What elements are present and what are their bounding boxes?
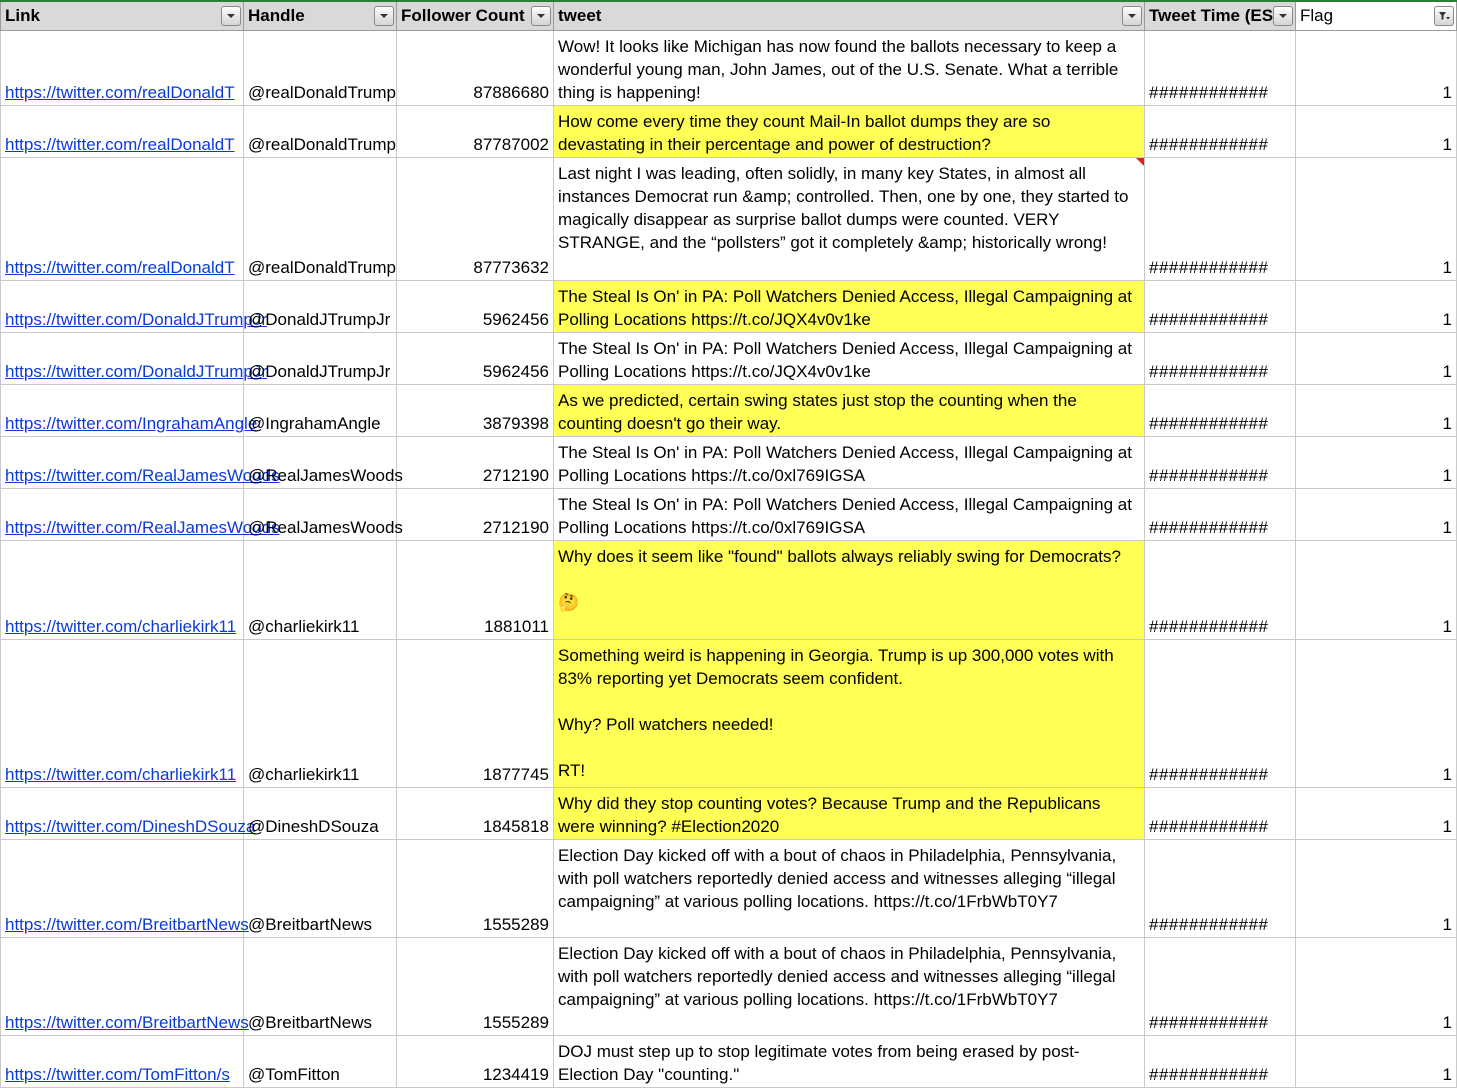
handle-cell[interactable]: @RealJamesWoods [244, 489, 397, 541]
column-header-tweet-time[interactable] [1145, 1, 1296, 31]
tweet-time-cell[interactable]: ############ [1145, 158, 1296, 281]
funnel-icon [1438, 10, 1450, 22]
handle-cell[interactable]: @DonaldJTrumpJr [244, 333, 397, 385]
chevron-down-icon [535, 10, 547, 22]
handle-cell[interactable]: @realDonaldTrump [244, 158, 397, 281]
link-cell[interactable] [1, 31, 244, 106]
flag-cell[interactable]: 1 [1296, 437, 1457, 489]
comment-indicator-icon[interactable] [1136, 158, 1144, 166]
link-cell[interactable] [1, 385, 258, 437]
link-cell[interactable] [1, 788, 256, 840]
table-row [1, 106, 1457, 158]
column-header-tweet[interactable] [554, 1, 1145, 31]
flag-cell[interactable]: 1 [1296, 31, 1457, 106]
table-row [1, 788, 1457, 840]
tweet-time-cell[interactable]: ############ [1145, 333, 1296, 385]
tweet-link[interactable]: https://twitter.com/realDonaldT [5, 135, 235, 154]
tweet-cell[interactable]: Why does it seem like "found" ballots always reliably swing for Democrats? 🤔 [554, 541, 1145, 640]
follower-count-cell[interactable]: 87773632 [397, 158, 554, 281]
follower-count-cell[interactable]: 1555289 [397, 840, 554, 938]
tweet-cell[interactable]: As we predicted, certain swing states just stop the counting when the counting doesn't go their way. [554, 385, 1145, 437]
table-row [1, 385, 1457, 437]
link-cell[interactable] [1, 333, 268, 385]
flag-cell[interactable]: 1 [1296, 489, 1457, 541]
link-cell[interactable] [1, 840, 249, 938]
handle-cell[interactable]: @realDonaldTrump [244, 31, 397, 106]
table-row [1, 333, 1457, 385]
tweet-time-cell[interactable]: ############ [1145, 385, 1296, 437]
tweet-time-cell[interactable]: ############ [1145, 840, 1296, 938]
tweet-time-cell[interactable]: ############ [1145, 541, 1296, 640]
handle-cell[interactable]: @realDonaldTrump [244, 106, 397, 158]
column-header-label: Handle [248, 6, 305, 25]
column-header-label: Follower Count [401, 6, 525, 25]
column-header-follower-count[interactable] [397, 1, 554, 31]
tweet-cell[interactable]: Something weird is happening in Georgia. Trump is up 300,000 votes with 83% reporting yet Democrats seem confident. Why? Poll watchers needed! RT! [554, 640, 1145, 788]
table-row [1, 437, 1457, 489]
flag-cell[interactable]: 1 [1296, 106, 1457, 158]
flag-cell[interactable]: 1 [1296, 640, 1457, 788]
tweet-link[interactable]: https://twitter.com/realDonaldT [5, 258, 235, 277]
header-row [1, 1, 1457, 31]
follower-count-cell[interactable]: 1234419 [397, 1036, 554, 1088]
tweet-time-cell[interactable]: ############ [1145, 437, 1296, 489]
handle-cell[interactable]: @BreitbartNews [244, 840, 397, 938]
flag-cell[interactable]: 1 [1296, 158, 1457, 281]
table-row [1, 1036, 1457, 1088]
follower-count-cell[interactable]: 5962456 [397, 333, 554, 385]
table-row [1, 489, 1457, 541]
tweet-link[interactable]: https://twitter.com/TomFitton/s [5, 1065, 230, 1084]
tweet-time-cell[interactable]: ############ [1145, 106, 1296, 158]
follower-count-cell[interactable]: 1555289 [397, 938, 554, 1036]
follower-count-cell[interactable]: 2712190 [397, 437, 554, 489]
flag-cell[interactable]: 1 [1296, 840, 1457, 938]
link-cell[interactable] [1, 1036, 244, 1088]
link-cell[interactable] [1, 938, 249, 1036]
tweet-cell[interactable]: Why did they stop counting votes? Because Trump and the Republicans were winning? #Election2020 [554, 788, 1145, 840]
tweet-cell[interactable]: How come every time they count Mail-In ballot dumps they are so devastating in their percentage and power of destruction? [554, 106, 1145, 158]
tweet-cell[interactable]: Election Day kicked off with a bout of chaos in Philadelphia, Pennsylvania, with poll watchers reportedly denied access and witnesses alleging “illegal campaigning” at various polling locations. https://t.co/1FrbWbT0Y7 [554, 938, 1145, 1036]
column-header-handle[interactable] [244, 1, 397, 31]
tweet-cell[interactable]: Last night I was leading, often solidly, in many key States, in almost all instances Democrat run &amp; controlled. Then, one by one, they started to magically disappear as surprise ballot dumps were counted. VERY STRANGE, and the “pollsters” got it completely &amp; historically wrong! [554, 158, 1145, 281]
table-row [1, 158, 1457, 281]
filter-dropdown-button[interactable] [531, 6, 551, 26]
table-row [1, 640, 1457, 788]
handle-cell[interactable]: @DineshDSouza [244, 788, 397, 840]
column-header-label: Tweet Time (ES [1149, 6, 1274, 25]
follower-count-cell[interactable]: 87787002 [397, 106, 554, 158]
tweet-time-cell[interactable]: ############ [1145, 1036, 1296, 1088]
flag-cell[interactable]: 1 [1296, 385, 1457, 437]
table-row [1, 31, 1457, 106]
tweet-cell[interactable]: Election Day kicked off with a bout of chaos in Philadelphia, Pennsylvania, with poll watchers reportedly denied access and witnesses alleging “illegal campaigning” at various polling locations. https://t.co/1FrbWbT0Y7 [554, 840, 1145, 938]
chevron-down-icon [1277, 10, 1289, 22]
flag-cell[interactable]: 1 [1296, 333, 1457, 385]
tweet-cell[interactable]: Wow! It looks like Michigan has now found the ballots necessary to keep a wonderful young man, John James, out of the U.S. Senate. What a terrible thing is happening! [554, 31, 1145, 106]
column-header-label: Link [5, 6, 40, 25]
link-cell[interactable] [1, 640, 244, 788]
link-cell[interactable] [1, 541, 244, 640]
chevron-down-icon [378, 10, 390, 22]
handle-cell[interactable]: @RealJamesWoods [244, 437, 397, 489]
tweet-time-cell[interactable]: ############ [1145, 31, 1296, 106]
table-body [1, 31, 1457, 1088]
tweet-link[interactable]: https://twitter.com/BreitbartNews [5, 1013, 249, 1032]
link-cell[interactable] [1, 281, 268, 333]
follower-count-cell[interactable]: 3879398 [397, 385, 554, 437]
tweet-link[interactable]: https://twitter.com/DineshDSouza [5, 817, 256, 836]
filter-dropdown-button[interactable] [221, 6, 241, 26]
tweet-time-cell[interactable]: ############ [1145, 281, 1296, 333]
handle-cell[interactable]: @DonaldJTrumpJr [244, 281, 397, 333]
filter-dropdown-button[interactable] [374, 6, 394, 26]
flag-cell[interactable]: 1 [1296, 1036, 1457, 1088]
column-header-link[interactable] [1, 1, 244, 31]
flag-cell[interactable]: 1 [1296, 938, 1457, 1036]
tweet-cell[interactable]: DOJ must step up to stop legitimate votes from being erased by post-Election Day "counting." [554, 1036, 1145, 1088]
handle-cell[interactable]: @BreitbartNews [244, 938, 397, 1036]
tweet-cell[interactable]: The Steal Is On' in PA: Poll Watchers Denied Access, Illegal Campaigning at Polling Locations https://t.co/0xl769IGSA [554, 489, 1145, 541]
tweet-link[interactable]: https://twitter.com/IngrahamAngle [5, 414, 258, 433]
tweet-link[interactable]: https://twitter.com/RealJamesWoods [5, 518, 280, 537]
follower-count-cell[interactable]: 87886680 [397, 31, 554, 106]
link-cell[interactable] [1, 437, 280, 489]
column-header-label: tweet [558, 6, 602, 25]
tweet-link[interactable]: https://twitter.com/BreitbartNews [5, 915, 249, 934]
table-row [1, 938, 1457, 1036]
table-row [1, 541, 1457, 640]
tweet-link[interactable]: https://twitter.com/DonaldJTrumpJr [5, 310, 268, 329]
follower-count-cell[interactable]: 1845818 [397, 788, 554, 840]
tweet-link[interactable]: https://twitter.com/DonaldJTrumpJr [5, 362, 268, 381]
filter-dropdown-button[interactable] [1273, 6, 1293, 26]
tweet-link[interactable]: https://twitter.com/charliekirk11 [5, 765, 237, 784]
tweet-cell[interactable]: The Steal Is On' in PA: Poll Watchers Denied Access, Illegal Campaigning at Polling Locations https://t.co/JQX4v0v1ke [554, 281, 1145, 333]
flag-cell[interactable]: 1 [1296, 541, 1457, 640]
handle-cell[interactable]: @charliekirk11 [244, 541, 397, 640]
handle-cell[interactable]: @IngrahamAngle [244, 385, 397, 437]
handle-cell[interactable]: @TomFitton [244, 1036, 397, 1088]
follower-count-cell[interactable]: 1877745 [397, 640, 554, 788]
handle-cell[interactable]: @charliekirk11 [244, 640, 397, 788]
tweet-time-cell[interactable]: ############ [1145, 938, 1296, 1036]
chevron-down-icon [1126, 10, 1138, 22]
link-cell[interactable] [1, 489, 280, 541]
chevron-down-icon [225, 10, 237, 22]
filter-active-icon[interactable] [1434, 6, 1454, 26]
follower-count-cell[interactable]: 5962456 [397, 281, 554, 333]
column-header-label: Flag [1300, 6, 1334, 25]
tweet-time-cell[interactable]: ############ [1145, 788, 1296, 840]
column-header-flag[interactable] [1296, 1, 1457, 31]
tweet-link[interactable]: https://twitter.com/charliekirk11 [5, 617, 237, 636]
filter-dropdown-button[interactable] [1122, 6, 1142, 26]
tweet-time-cell[interactable]: ############ [1145, 489, 1296, 541]
flag-cell[interactable]: 1 [1296, 281, 1457, 333]
tweet-time-cell[interactable]: ############ [1145, 640, 1296, 788]
flag-cell[interactable]: 1 [1296, 788, 1457, 840]
tweet-link[interactable]: https://twitter.com/RealJamesWoods [5, 466, 280, 485]
link-cell[interactable] [1, 158, 244, 281]
follower-count-cell[interactable]: 2712190 [397, 489, 554, 541]
table-row [1, 840, 1457, 938]
tweet-cell[interactable]: The Steal Is On' in PA: Poll Watchers Denied Access, Illegal Campaigning at Polling Locations https://t.co/0xl769IGSA [554, 437, 1145, 489]
follower-count-cell[interactable]: 1881011 [397, 541, 554, 640]
tweet-cell[interactable]: The Steal Is On' in PA: Poll Watchers Denied Access, Illegal Campaigning at Polling Locations https://t.co/JQX4v0v1ke [554, 333, 1145, 385]
tweet-link[interactable]: https://twitter.com/realDonaldT [5, 83, 235, 102]
table-row [1, 281, 1457, 333]
link-cell[interactable] [1, 106, 244, 158]
